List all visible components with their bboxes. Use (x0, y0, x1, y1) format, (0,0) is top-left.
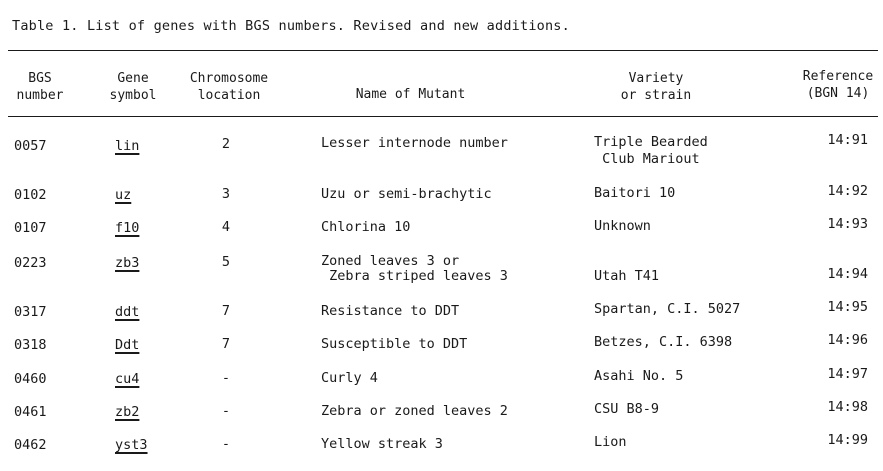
cell-chromosome: 7 (221, 303, 231, 319)
cell-bgs: 0460 (14, 371, 47, 387)
header-gene-symbol (104, 70, 162, 104)
cell-variety: Triple Bearded (594, 134, 708, 150)
cell-mutant-name: Uzu or semi-brachytic (321, 186, 492, 202)
cell-gene-symbol: Ddt (115, 337, 140, 353)
cell-variety-line2: Club Mariout (594, 151, 700, 167)
cell-bgs: 0462 (14, 437, 47, 453)
header-symbol-line2: symbol (109, 88, 157, 103)
cell-bgs: 0461 (14, 404, 47, 420)
table-caption: Table 1. List of genes with BGS numbers. Revised and new additions. (12, 18, 570, 34)
cell-mutant-name: Lesser internode number (321, 135, 508, 151)
cell-variety: Asahi No. 5 (594, 368, 684, 384)
cell-gene-symbol: ddt (115, 304, 140, 320)
header-bgs-line2: number (16, 88, 64, 103)
header-name-of-mutant (348, 86, 473, 103)
cell-mutant-name: Yellow streak 3 (321, 436, 443, 452)
cell-reference: 14:95 (827, 299, 868, 315)
cell-chromosome: 7 (221, 336, 231, 352)
header-symbol-line1: Gene (117, 71, 149, 86)
cell-gene-symbol: zb3 (115, 255, 140, 271)
cell-mutant-name: Chlorina 10 (321, 219, 411, 235)
cell-variety: Lion (594, 434, 627, 450)
header-chromosome-location (183, 70, 275, 104)
cell-gene-symbol: lin (115, 138, 140, 154)
cell-bgs: 0102 (14, 187, 47, 203)
cell-variety: CSU B8-9 (594, 401, 660, 417)
cell-variety: Spartan, C.I. 5027 (594, 301, 741, 317)
cell-chromosome: 2 (221, 136, 231, 152)
cell-chromosome: - (221, 436, 231, 452)
cell-gene-symbol: cu4 (115, 371, 140, 387)
cell-variety: Baitori 10 (594, 185, 676, 201)
cell-variety: Betzes, C.I. 6398 (594, 334, 733, 350)
cell-mutant-name: Susceptible to DDT (321, 336, 468, 352)
header-ref-line1: Reference (802, 69, 874, 84)
cell-chromosome: - (221, 403, 231, 419)
cell-mutant-name: Curly 4 (321, 370, 378, 386)
cell-reference: 14:99 (827, 432, 868, 448)
header-variety-line2: or strain (620, 88, 692, 103)
header-reference (796, 68, 880, 102)
cell-reference: 14:93 (827, 216, 868, 232)
cell-mutant-name-line2: Zebra striped leaves 3 (321, 268, 508, 284)
cell-gene-symbol: yst3 (115, 437, 148, 453)
header-name-line1: Name of Mutant (355, 87, 466, 102)
cell-reference: 14:96 (827, 332, 868, 348)
cell-reference: 14:91 (827, 132, 868, 148)
cell-bgs: 0318 (14, 337, 47, 353)
cell-variety: Unknown (594, 218, 651, 234)
cell-reference: 14:97 (827, 366, 868, 382)
header-variety-line1: Variety (628, 71, 684, 86)
cell-bgs: 0107 (14, 220, 47, 236)
header-bgs-line1: BGS (28, 71, 52, 86)
cell-chromosome: - (221, 370, 231, 386)
cell-chromosome: 3 (221, 186, 231, 202)
cell-mutant-name: Zoned leaves 3 or (321, 253, 460, 269)
cell-mutant-name: Zebra or zoned leaves 2 (321, 403, 508, 419)
cell-bgs: 0223 (14, 255, 47, 271)
header-rule (8, 116, 878, 117)
cell-chromosome: 5 (221, 254, 231, 270)
cell-reference: 14:94 (827, 266, 868, 282)
cell-reference: 14:92 (827, 183, 868, 199)
cell-mutant-name: Resistance to DDT (321, 303, 460, 319)
cell-bgs: 0057 (14, 138, 47, 154)
cell-bgs: 0317 (14, 304, 47, 320)
header-ref-line2: (BGN 14) (806, 86, 870, 101)
cell-chromosome: 4 (221, 219, 231, 235)
header-bgs-number (12, 70, 68, 104)
header-chrom-line1: Chromosome (189, 71, 269, 86)
cell-gene-symbol: uz (115, 187, 132, 203)
cell-gene-symbol: f10 (115, 220, 140, 236)
cell-reference: 14:98 (827, 399, 868, 415)
cell-variety: Utah T41 (594, 268, 660, 284)
top-rule (8, 50, 878, 51)
cell-gene-symbol: zb2 (115, 404, 140, 420)
header-variety (610, 70, 702, 104)
header-chrom-line2: location (197, 88, 261, 103)
